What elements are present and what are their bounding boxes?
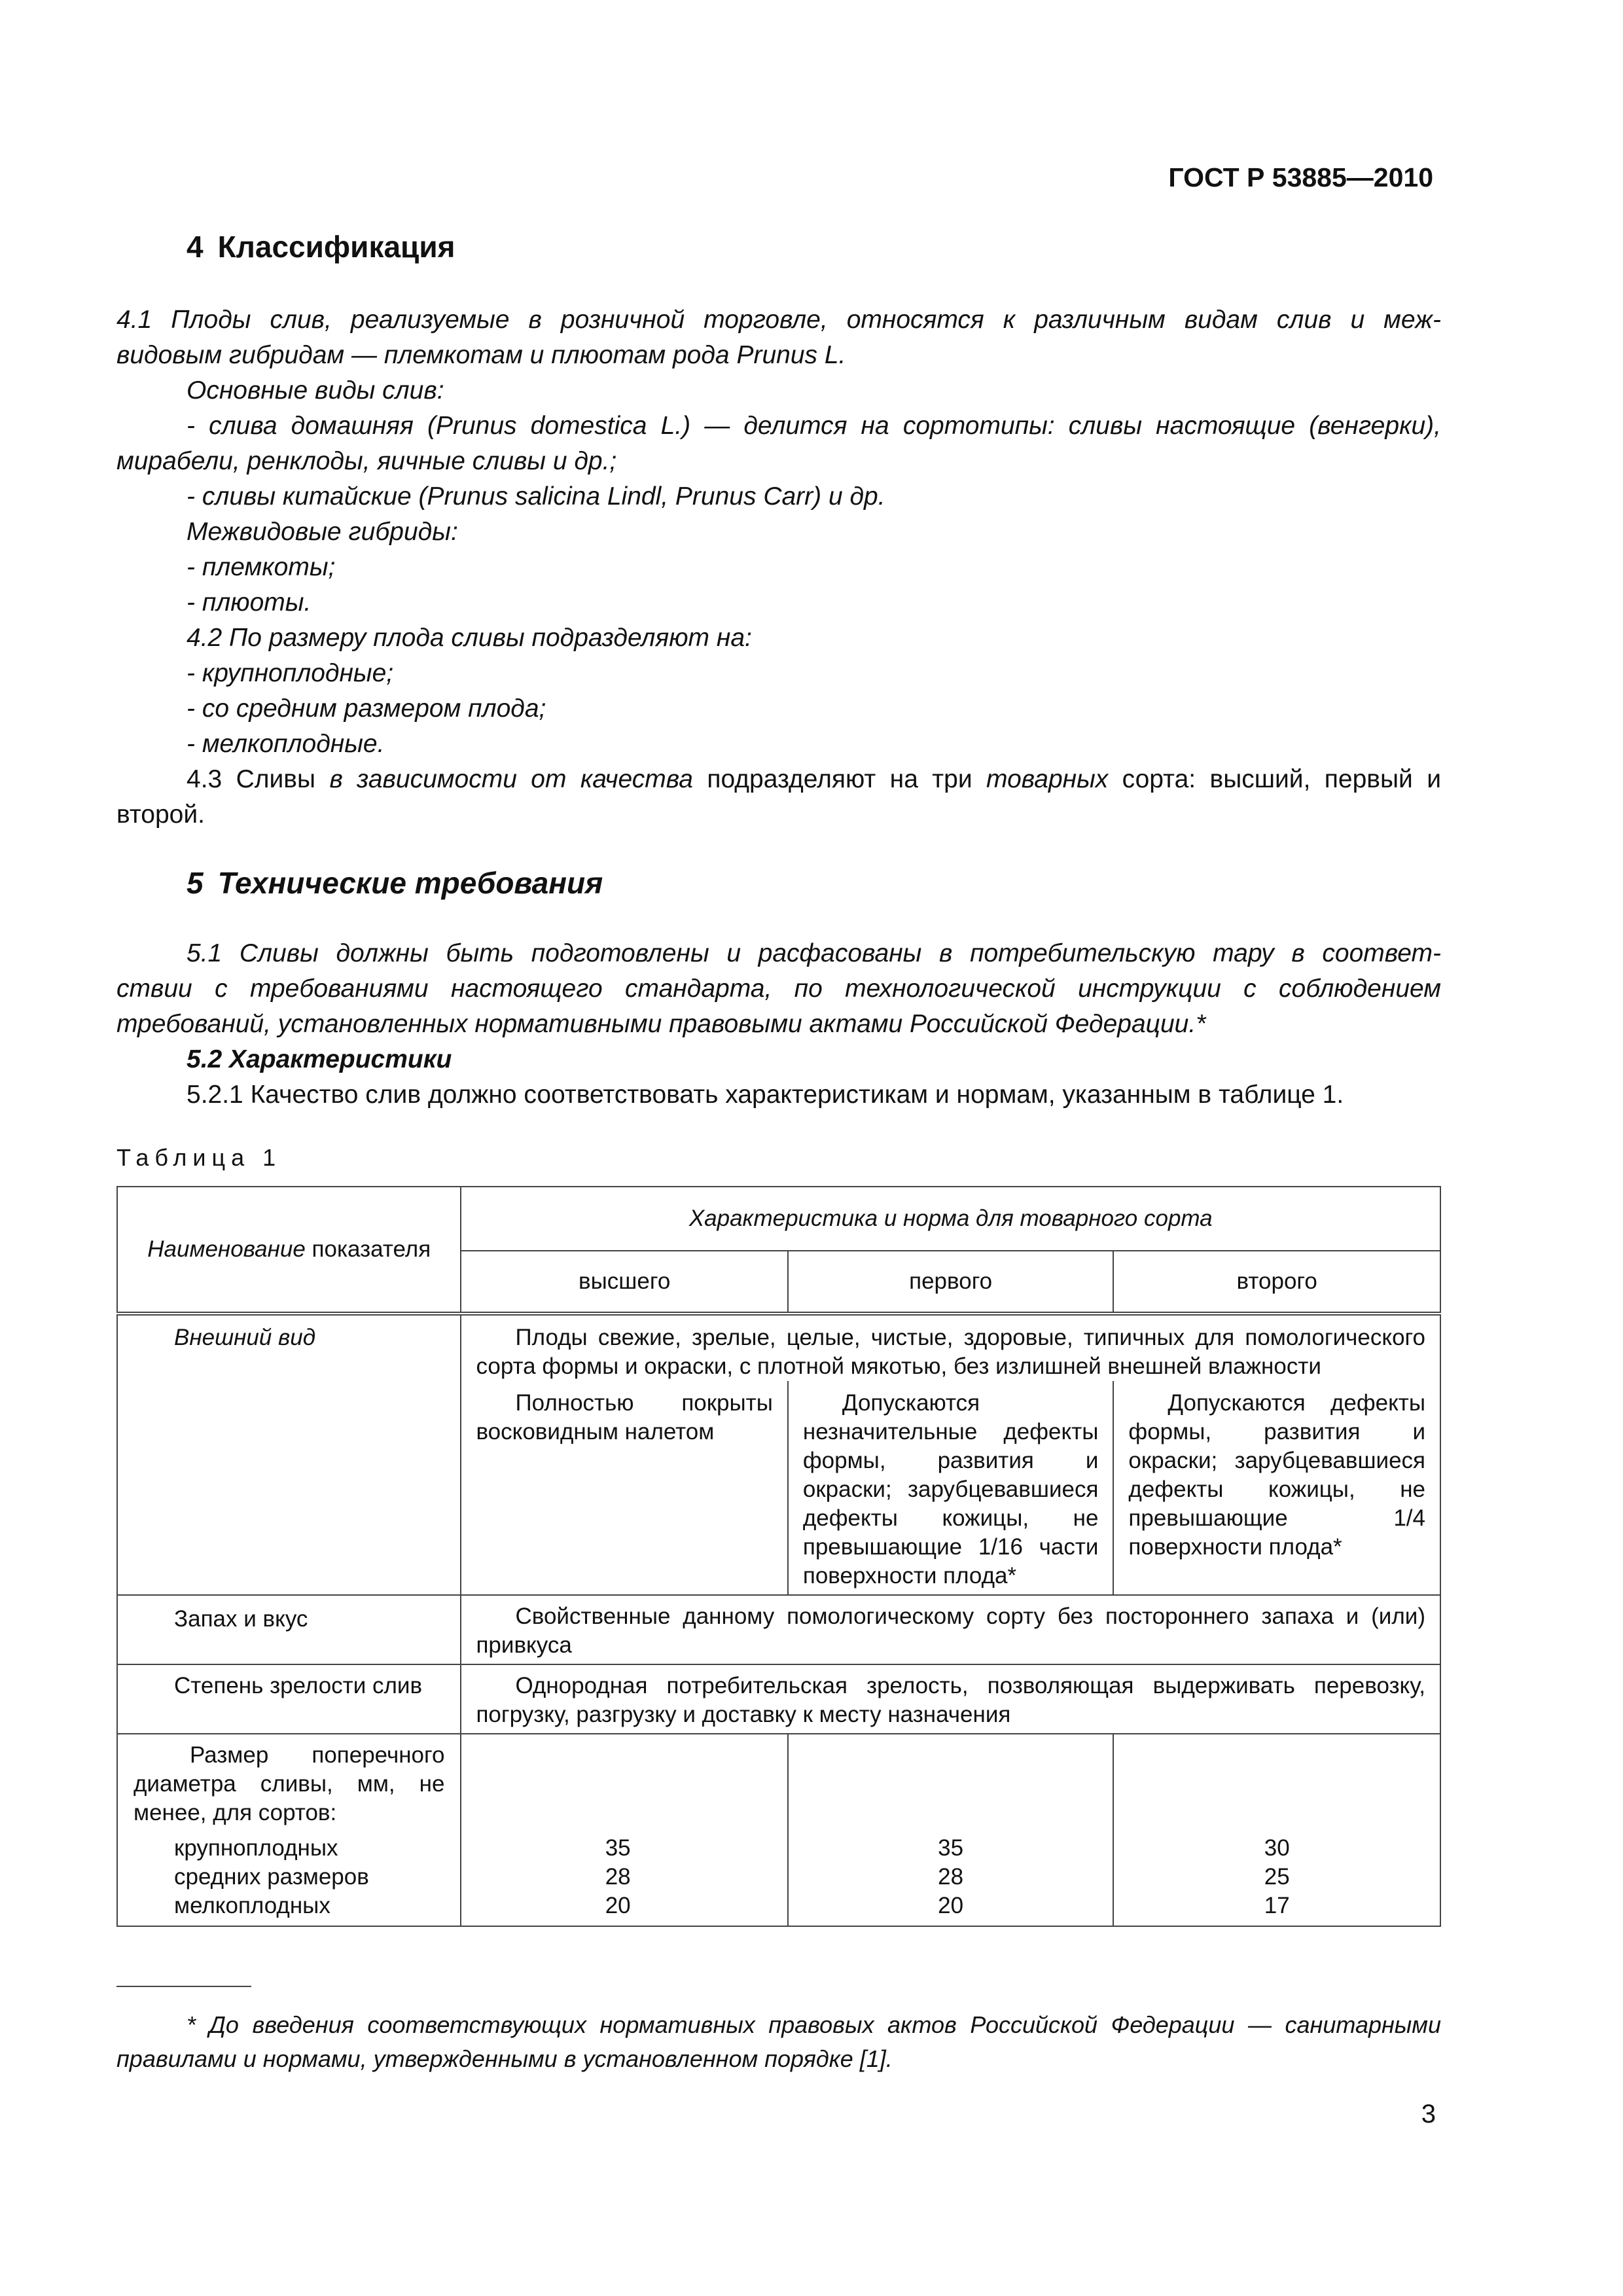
size-sublabel: мелкоплодных <box>174 1893 330 1918</box>
size-value: 20 <box>605 1893 631 1918</box>
size-item: - со средним размером плода; <box>187 694 546 723</box>
size-value: 28 <box>605 1864 631 1890</box>
size-values <box>461 1834 787 1926</box>
common-cell <box>461 1595 1440 1664</box>
row-label: Внешний вид <box>174 1325 316 1350</box>
size-value: 30 <box>1264 1835 1290 1861</box>
footnote-line: * До введения соответствующих нормативных правовых актов Российской Федерации — санитарными <box>187 2011 1441 2038</box>
section-title: Технические требования <box>217 866 603 900</box>
header-text: показателя <box>305 1236 431 1262</box>
hybrid-item: - плюоты. <box>187 588 312 617</box>
size-values <box>1114 1834 1440 1926</box>
species-item: мирабели, ренклоды, яичные сливы и др.; <box>116 447 617 475</box>
table-row <box>117 1734 1440 1926</box>
header-grade-high: высшего <box>461 1251 787 1314</box>
row-label-cell <box>117 1595 461 1664</box>
grade-second-cell <box>1113 1381 1440 1595</box>
paragraph-4-3-line <box>187 762 1441 797</box>
row-label: Размер поперечного диаметра сливы, мм, не менее, для сортов: <box>134 1742 445 1825</box>
paragraph-4-1-line: 4.1 Плоды слив, реализуемые в розничной торговле, относятся к различным видам слив и меж- <box>116 306 1441 334</box>
row-label: Запах и вкус <box>174 1606 308 1632</box>
species-item: - слива домашняя (Prunus domestica L.) — делится на сортотипы: сливы настоящие (венгерки), <box>187 412 1441 440</box>
paragraph-4-1-line: видовым гибридам — племкотам и плюотам рода Prunus L. <box>116 341 846 369</box>
section-4-heading <box>187 229 455 264</box>
cell-text: Допускаются незначительные дефекты формы, развития и окраски; зарубцевавшиеся дефекты кожицы, не превышающие 1/16 части поверхности плода* <box>802 1390 1099 1588</box>
row-label-cell <box>117 1314 461 1595</box>
size-value: 25 <box>1264 1864 1290 1890</box>
paragraph-5-1-line: ствии с требованиями настоящего стандарта, по технологической инструкции с соблюдением <box>116 975 1441 1003</box>
table-header-row <box>117 1187 1440 1251</box>
row-label-cell <box>117 1664 461 1734</box>
paragraph-4-3-line: второй. <box>116 800 205 829</box>
size-value: 35 <box>938 1835 964 1861</box>
cell-text: Однородная потребительская зрелость, позволяющая выдерживать перевозку, погрузку, разгрузку и доставку к месту назначения <box>476 1673 1425 1727</box>
table-row <box>117 1595 1440 1664</box>
header-indicator-name <box>117 1187 461 1314</box>
grade-high-cell <box>461 1381 787 1595</box>
size-value: 17 <box>1264 1893 1290 1918</box>
size-values <box>789 1834 1113 1926</box>
size-item: - мелкоплодные. <box>187 730 385 758</box>
section-title: Классификация <box>217 230 455 264</box>
text-run: подразделяют на три <box>692 765 987 793</box>
grade-first-cell <box>788 1734 1114 1926</box>
subsection-5-2-heading: 5.2 Характеристики <box>187 1045 452 1073</box>
section-number: 5 <box>187 866 204 900</box>
size-value: 35 <box>605 1835 631 1861</box>
page-number: 3 <box>1421 2100 1436 2128</box>
header-grade-first: первого <box>788 1251 1114 1314</box>
text-run: в зависимости от качества <box>329 765 693 793</box>
grade-high-cell <box>461 1734 787 1926</box>
text-run: сорта: высший, первый и <box>1108 765 1441 793</box>
paragraph-5-2-1: 5.2.1 Качество слив должно соответствовать характеристикам и нормам, указанным в таблице 1. <box>187 1081 1344 1109</box>
cell-text: Плоды свежие, зрелые, целые, чистые, здоровые, типичных для помологического сорта формы и окраски, с плотной мякотью, без излишней внешней влажности <box>476 1325 1425 1379</box>
grade-second-cell <box>1113 1734 1440 1926</box>
table-caption: Таблица 1 <box>116 1144 282 1171</box>
main-species-label: Основные виды слив: <box>187 376 444 404</box>
section-5-heading <box>187 865 603 901</box>
section-number: 4 <box>187 230 204 264</box>
cell-text: Полностью покрыты восковидным налетом <box>476 1390 773 1444</box>
standard-designation: ГОСТ Р 53885—2010 <box>1168 162 1433 192</box>
table-row <box>117 1314 1440 1381</box>
common-cell <box>461 1664 1440 1734</box>
size-value: 20 <box>938 1893 964 1918</box>
header-text: Наименование <box>147 1236 306 1262</box>
row-label-cell <box>117 1734 461 1926</box>
grade-first-cell <box>788 1381 1114 1595</box>
size-item: - крупноплодные; <box>187 659 394 687</box>
paragraph-5-1-line: 5.1 Сливы должны быть подготовлены и расфасованы в потребительскую тару в соответ- <box>187 939 1441 967</box>
text-run: 4.3 Сливы <box>187 765 330 793</box>
size-sublabels <box>118 1834 460 1926</box>
header-grade-group: Характеристика и норма для товарного сорта <box>461 1187 1440 1251</box>
text-run: товарных <box>986 765 1109 793</box>
footnote-separator <box>116 1986 251 1987</box>
cell-text: Свойственные данному помологическому сорту без постороннего запаха и (или) привкуса <box>476 1604 1425 1658</box>
size-sublabel: крупноплодных <box>174 1835 338 1861</box>
species-item: - сливы китайские (Prunus salicina Lindl, Prunus Carr) и др. <box>187 482 885 511</box>
hybrid-item: - племкоты; <box>187 553 336 581</box>
table-row <box>117 1664 1440 1734</box>
size-sublabel: средних размеров <box>174 1864 369 1890</box>
header-grade-second: второго <box>1113 1251 1440 1314</box>
hybrids-label: Межвидовые гибриды: <box>187 518 458 546</box>
paragraph-5-1-line: требований, установленных нормативными правовыми актами Российской Федерации.* <box>116 1010 1206 1038</box>
table-1 <box>116 1186 1441 1927</box>
paragraph-4-2: 4.2 По размеру плода сливы подразделяют на: <box>187 624 752 652</box>
row-label: Степень зрелости слив <box>174 1673 423 1698</box>
footnote-line: правилами и нормами, утвержденными в установленном порядке [1]. <box>116 2045 893 2072</box>
cell-text: Допускаются дефекты формы, развития и окраски; зарубцевавшиеся дефекты кожицы, не превышающие 1/4 поверхности плода* <box>1128 1390 1425 1560</box>
size-value: 28 <box>938 1864 964 1890</box>
common-cell <box>461 1314 1440 1381</box>
